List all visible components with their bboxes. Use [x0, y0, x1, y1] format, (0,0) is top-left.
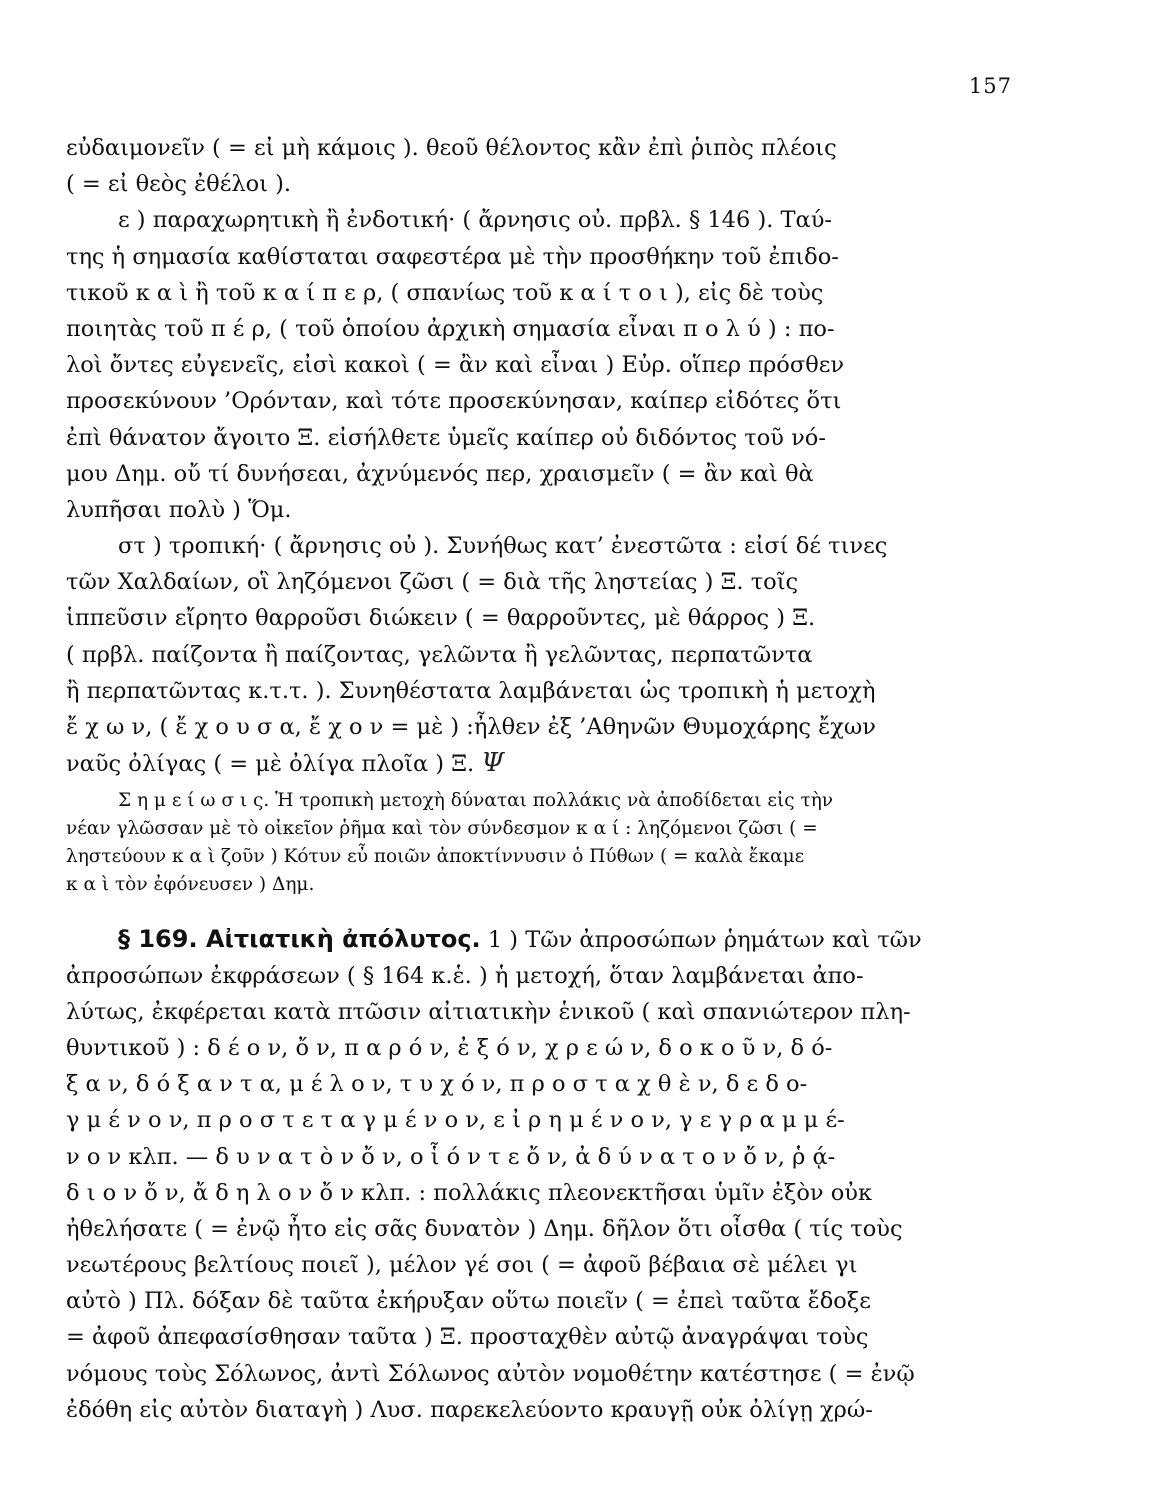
text-line: ν ο ν κλπ. — δ υ ν α τ ὸ ν ὄ ν, ο ἷ ό ν τ ε ὄ ν, ἀ δ ύ ν α τ ο ν ὄ ν, ῥ ᾴ- [66, 1143, 836, 1170]
text-line: λυπῆσαι πολὺ ) Ὅμ. [66, 496, 292, 523]
section-heading: § 169. Αἰτιατικὴ ἀπόλυτος. [118, 925, 481, 954]
text-line-content: 1 ) Τῶν ἀπροσώπων ῥημάτων καὶ τῶν [487, 927, 922, 954]
text-line: λύτως, ἐκφέρεται κατὰ πτῶσιν αἰτιατικὴν ἑνικοῦ ( καὶ σπανιώτερον πλη- [66, 998, 911, 1025]
text-line: της ἡ σημασία καθίσταται σαφεστέρα μὲ τὴν προσθήκην τοῦ ἐπιδο- [66, 243, 839, 270]
text-line: ποιητὰς τοῦ π έ ρ, ( τοῦ ὁποίου ἀρχικὴ σημασία εἶναι π ο λ ύ ) : πο- [66, 315, 835, 342]
text-line: = ἀφοῦ ἀπεφασίσθησαν ταῦτα ) Ξ. προσταχθὲν αὐτῷ ἀναγράψαι τοὺς [66, 1324, 869, 1351]
page-number: 157 [968, 74, 1012, 98]
text-line: ἐδόθη εἰς αὐτὸν διαταγὴ ) Λυσ. παρεκελεύοντο κραυγῇ οὐκ ὀλίγῃ χρώ- [66, 1396, 873, 1423]
note-line: νέαν γλῶσσαν μὲ τὸ οἰκεῖον ῥῆμα καὶ τὸν σύνδεσμον κ α ί : ληζόμενοι ζῶσι ( = [66, 818, 818, 840]
text-line: λοὶ ὄντες εὐγενεῖς, εἰσὶ κακοὶ ( = ἂν καὶ εἶναι ) Εὐρ. οἵπερ πρόσθεν [66, 352, 845, 379]
paragraph-1 [66, 130, 1014, 202]
text-line: ἢ περπατῶντας κ.τ.τ. ). Συνηθέστατα λαμβάνεται ὡς τροπικὴ ἡ μετοχὴ [66, 677, 876, 704]
text-line [66, 745, 1014, 781]
note-line: Σ η μ ε ί ω σ ι ς. Ἡ τροπικὴ μετοχὴ δύναται πολλάκις νὰ ἀποδίδεται εἰς τὴν [118, 790, 834, 812]
text-line: προσεκύνουν ’Ορόνταν, καὶ τότε προσεκύνησαν, καίπερ εἰδότες ὅτι [66, 388, 842, 415]
note-line: ληστεύουν κ α ὶ ζοῦν ) Κότυν εὖ ποιῶν ἀποκτίννυσιν ὁ Πύθων ( = καλὰ ἔκαμε [66, 846, 805, 868]
note-paragraph [66, 787, 1014, 899]
text-line: εὐδαιμονεῖν ( = εἰ μὴ κάμοις ). θεοῦ θέλοντος κἂν ἐπὶ ῥιπὸς πλέοις [66, 135, 837, 161]
text-line: ( πρβλ. παίζοντα ἢ παίζοντας, γελῶντα ἢ γελῶντας, περπατῶντα [66, 641, 813, 668]
note-line: κ α ὶ τὸν ἐφόνευσεν ) Δημ. [66, 874, 315, 896]
handwritten-initial-mark: Ψ [481, 748, 505, 779]
text-line: μου Δημ. οὔ τί δυνήσεαι, ἀχνύμενός περ, χραισμεῖν ( = ἂν καὶ θὰ [66, 460, 814, 487]
text-line: νόμους τοὺς Σόλωνος, ἀντὶ Σόλωνος αὐτὸν νομοθέτην κατέστησε ( = ἐνῷ [66, 1360, 915, 1387]
paragraph-3 [66, 528, 1014, 781]
text-line: ( = εἰ θεὸς ἐθέλοι ). [66, 171, 292, 198]
text-line: νεωτέρους βελτίους ποιεῖ ), μέλον γέ σοι ( = ἀφοῦ βέβαια σὲ μέλει γι [66, 1252, 858, 1279]
section-169 [66, 921, 1014, 1428]
text-line: αὐτὸ ) Πλ. δόξαν δὲ ταῦτα ἐκήρυξαν οὕτω ποιεῖν ( = ἐπεὶ ταῦτα ἔδοξε [66, 1288, 871, 1315]
text-line: ἐπὶ θάνατον ἄγοιτο Ξ. εἰσήλθετε ὑμεῖς καίπερ οὐ διδόντος τοῦ νό- [66, 424, 826, 451]
text-line: γ μ έ ν ο ν, π ρ ο σ τ ε τ α γ μ έ ν ο ν, ε ἰ ρ η μ έ ν ο ν, γ ε γ ρ α μ μ έ- [66, 1107, 845, 1134]
text-line: ἱππεῦσιν εἴρητο θαρροῦσι διώκειν ( = θαρροῦντες, μὲ θάρρος ) Ξ. [66, 605, 816, 632]
text-line: ε ) παραχωρητικὴ ἢ ἐνδοτική· ( ἄρνησις οὐ. πρβλ. § 146 ). Ταύ- [118, 207, 833, 234]
text-line: δ ι ο ν ὄ ν, ἄ δ η λ ο ν ὄ ν κλπ. : πολλάκις πλεονεκτῆσαι ὑμῖν ἐξὸν οὐκ [66, 1179, 873, 1206]
text-line: τῶν Χαλδαίων, οἳ ληζόμενοι ζῶσι ( = διὰ τῆς ληστείας ) Ξ. τοῖς [66, 569, 799, 596]
text-line: ἔ χ ω ν, ( ἔ χ ο υ σ α, ἔ χ ο ν = μὲ ) :ἦλθεν ἐξ ’Αθηνῶν Θυμοχάρης ἔχων [66, 714, 876, 740]
text-block [66, 130, 1014, 1428]
text-line: θυντικοῦ ) : δ έ ο ν, ὄ ν, π α ρ ό ν, ἐ ξ ό ν, χ ρ ε ώ ν, δ ο κ ο ῦ ν, δ ό- [66, 1034, 833, 1061]
text-line: στ ) τροπική· ( ἄρνησις οὐ ). Συνήθως κατ’ ἐνεστῶτα : εἰσί δέ τινες [118, 533, 888, 560]
paragraph-2 [66, 202, 1014, 528]
text-line: ἀπροσώπων ἐκφράσεων ( § 164 κ.ἑ. ) ἡ μετοχή, ὅταν λαμβάνεται ἀπο- [66, 962, 864, 989]
text-line: ξ α ν, δ ό ξ α ν τ α, μ έ λ ο ν, τ υ χ ό ν, π ρ ο σ τ α χ θ ὲ ν, δ ε δ ο- [66, 1071, 808, 1098]
text-line-content: ναῦς ὀλίγας ( = μὲ ὀλίγα πλοῖα ) Ξ. [66, 751, 475, 778]
text-line: ἠθελήσατε ( = ἐνῷ ἦτο εἰς σᾶς δυνατὸν ) Δημ. δῆλον ὅτι οἶσθα ( τίς τοὺς [66, 1215, 903, 1242]
text-line: τικοῦ κ α ὶ ἢ τοῦ κ α ί π ε ρ, ( σπανίως τοῦ κ α ί τ ο ι ), εἰς δὲ τοὺς [66, 279, 824, 306]
text-line [66, 921, 1014, 957]
